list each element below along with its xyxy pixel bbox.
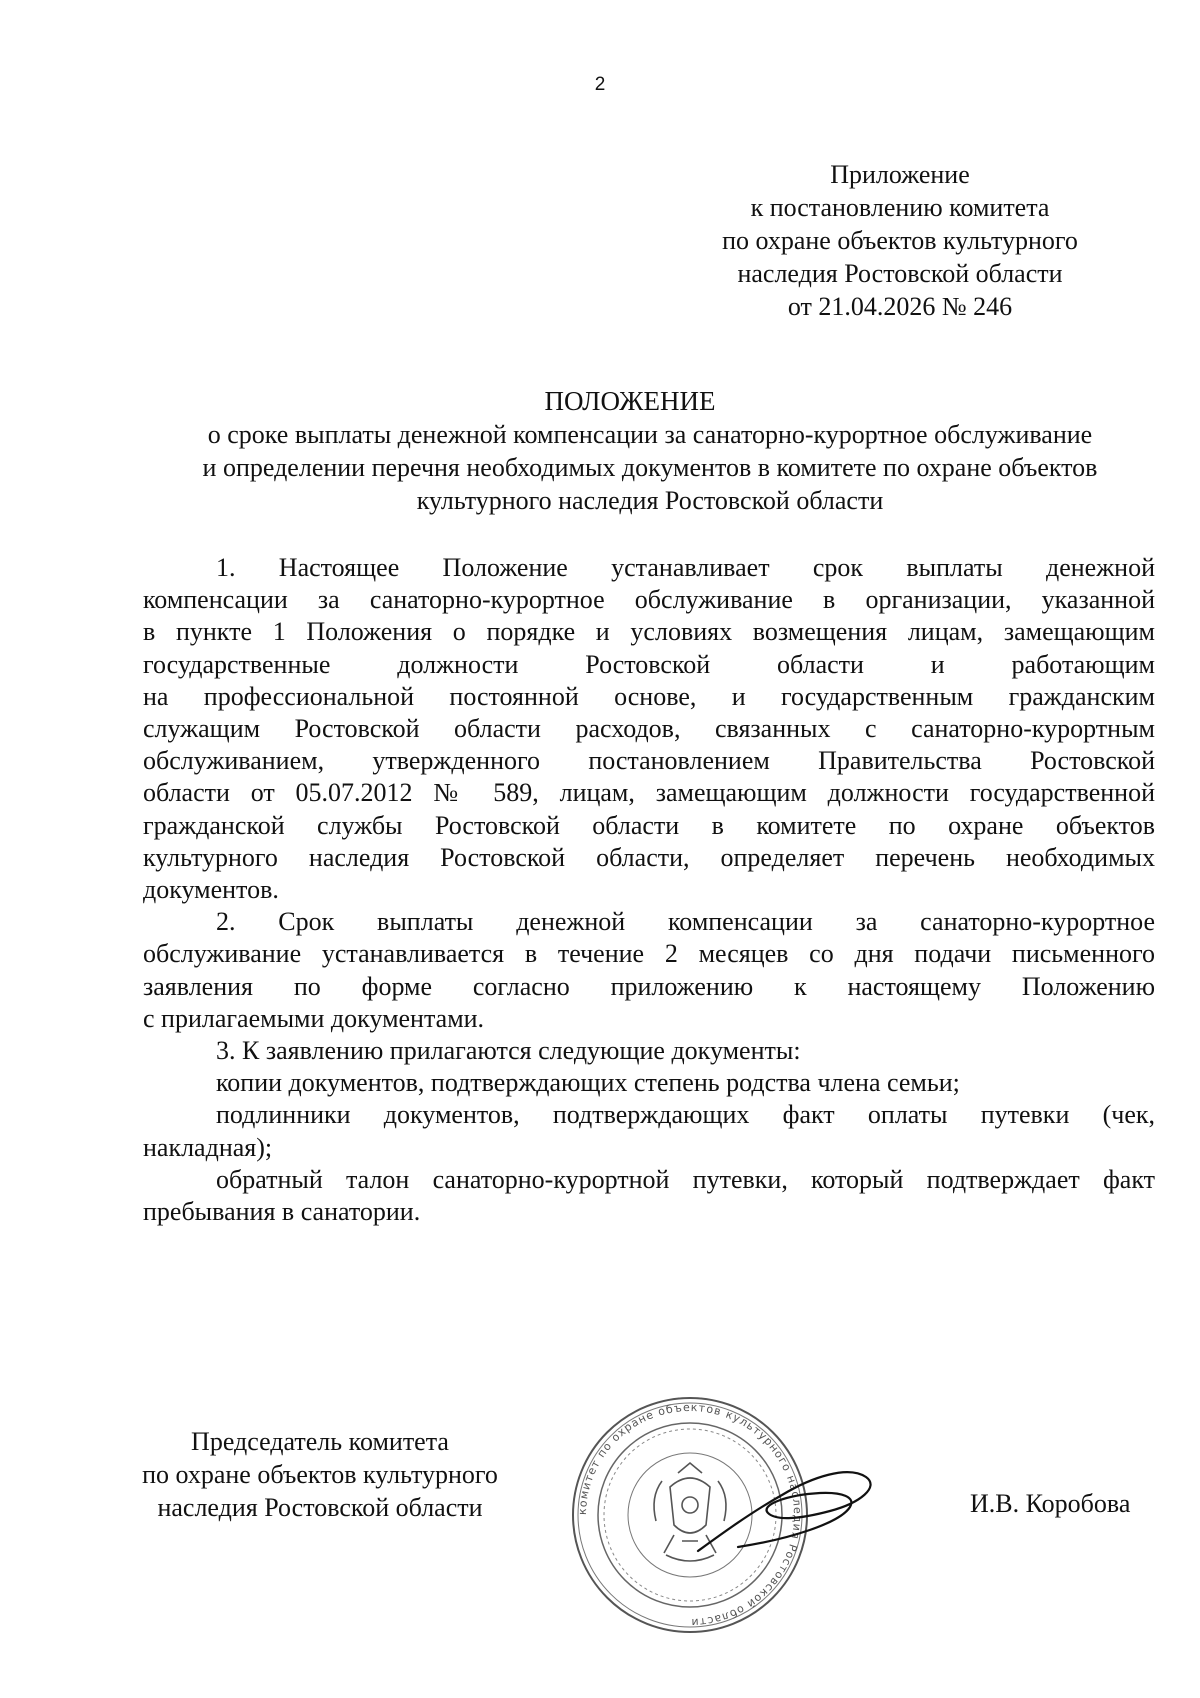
signer-name: И.В. Коробова [970,1489,1131,1518]
signer-title-line: наследия Ростовской области [157,1493,483,1522]
signer-title-line: Председатель комитета [191,1427,449,1456]
paragraph-3 [143,1035,1155,1067]
seal-outer-text: комитет по охране объектов культурного наследия Ростовской области [575,1400,805,1630]
paragraph-line: заявления по форме согласно приложению к настоящему Положению [143,971,1155,1001]
paragraph-line: государственные должности Ростовской области и работающим [143,649,1155,679]
appendix-line: к постановлению комитета [750,193,1050,222]
signer-title [100,1425,540,1524]
subtitle-line: культурного наследия Ростовской области [416,486,884,515]
paragraph-line: культурного наследия Ростовской области, определяет перечень необходимых [143,842,1155,872]
appendix-line: наследия Ростовской области [737,259,1063,288]
appendix-header [660,158,1140,323]
signature-icon [690,1455,880,1565]
document-title: ПОЛОЖЕНИЕ [544,386,716,416]
paragraph-line: с прилагаемыми документами. [143,1003,485,1033]
appendix-line: Приложение [830,160,970,189]
document-subtitle [145,418,1155,517]
page-number: 2 [594,74,606,95]
paragraph-line: копии документов, подтверждающих степень родства члена семьи; [216,1068,960,1098]
list-item [143,1099,1155,1163]
paragraph-line: пребывания в санатории. [143,1197,421,1227]
paragraph-line: обслуживание устанавливается в течение 2 месяцев со дня подачи письменного [143,939,1155,969]
subtitle-line: и определении перечня необходимых документов в комитете по охране объектов [202,453,1098,482]
list-item [143,1067,1155,1099]
paragraph-line: накладная); [143,1132,273,1162]
paragraph-line: 3. К заявлению прилагаются следующие документы: [216,1036,801,1066]
paragraph-1 [143,552,1155,906]
paragraph-line: на профессиональной постоянной основе, и государственным гражданским [143,681,1155,711]
appendix-line: по охране объектов культурного [722,226,1078,255]
paragraph-line: обслуживанием, утвержденного постановлением Правительства Ростовской [143,746,1155,776]
signer-title-line: по охране объектов культурного [142,1460,498,1489]
paragraph-line: гражданской службы Ростовской области в комитете по охране объектов [143,810,1155,840]
appendix-line: от 21.04.2026 № 246 [787,292,1013,321]
document-body [143,552,1155,1228]
subtitle-line: о сроке выплаты денежной компенсации за санаторно-курортное обслуживание [207,420,1093,449]
paragraph-line: в пункте 1 Положения о порядке и условиях возмещения лицам, замещающим [143,617,1155,647]
paragraph-line: служащим Ростовской области расходов, связанных с санаторно-курортным [143,714,1155,744]
paragraph-line: компенсации за санаторно-курортное обслуживание в организации, указанной [143,585,1155,615]
list-item [143,1164,1155,1228]
paragraph-2 [143,906,1155,1035]
paragraph-line: 2. Срок выплаты денежной компенсации за санаторно-курортное [216,907,1155,937]
paragraph-line: подлинники документов, подтверждающих факт оплаты путевки (чек, [216,1100,1155,1130]
paragraph-line: области от 05.07.2012 № 589, лицам, замещающим должности государственной [143,778,1155,808]
paragraph-line: 1. Настоящее Положение устанавливает срок выплаты денежной [216,553,1155,582]
paragraph-line: документов. [143,875,279,905]
paragraph-line: обратный талон санаторно-курортной путевки, который подтверждает факт [216,1164,1155,1194]
